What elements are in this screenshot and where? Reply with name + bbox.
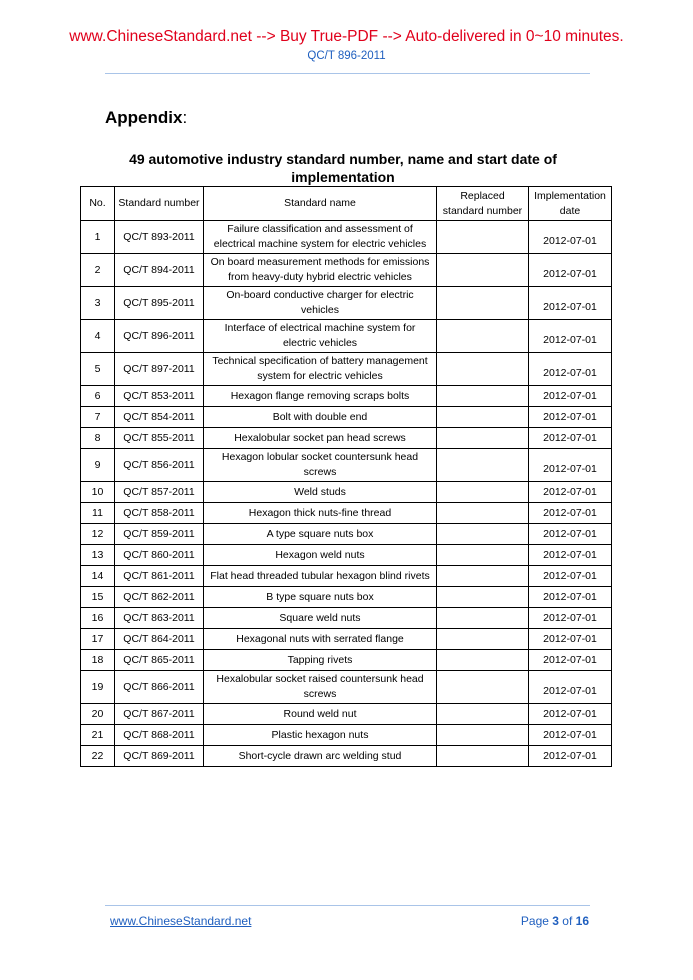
- cell-standard-number: QC/T 865-2011: [115, 650, 204, 671]
- cell-implementation-date: 2012-07-01: [529, 482, 612, 503]
- cell-replaced-standard: [437, 386, 529, 407]
- table-row: [81, 449, 612, 482]
- cell-standard-name: Weld studs: [204, 482, 437, 503]
- cell-replaced-standard: [437, 428, 529, 449]
- footer-divider: [105, 905, 590, 906]
- cell-standard-number: QC/T 861-2011: [115, 566, 204, 587]
- cell-standard-number: QC/T 855-2011: [115, 428, 204, 449]
- page-of: of: [558, 914, 576, 928]
- cell-standard-name: Plastic hexagon nuts: [204, 725, 437, 746]
- header-standard-number: Standard number: [115, 187, 204, 221]
- cell-implementation-date: 2012-07-01: [529, 254, 612, 287]
- cell-standard-name: Hexagon lobular socket countersunk head screws: [204, 449, 437, 482]
- cell-implementation-date: 2012-07-01: [529, 320, 612, 353]
- cell-standard-name: Hexagon flange removing scraps bolts: [204, 386, 437, 407]
- cell-implementation-date: 2012-07-01: [529, 287, 612, 320]
- cell-replaced-standard: [437, 449, 529, 482]
- table-row: [81, 353, 612, 386]
- cell-implementation-date: 2012-07-01: [529, 353, 612, 386]
- cell-implementation-date: 2012-07-01: [529, 650, 612, 671]
- table-row: [81, 629, 612, 650]
- footer-site-link[interactable]: www.ChineseStandard.net: [110, 914, 252, 928]
- cell-standard-name: B type square nuts box: [204, 587, 437, 608]
- table-body: [81, 221, 612, 767]
- table-row: [81, 221, 612, 254]
- cell-no: 21: [81, 725, 115, 746]
- cell-standard-number: QC/T 858-2011: [115, 503, 204, 524]
- cell-no: 2: [81, 254, 115, 287]
- table-row: [81, 608, 612, 629]
- cell-replaced-standard: [437, 320, 529, 353]
- cell-implementation-date: 2012-07-01: [529, 671, 612, 704]
- header-standard-name: Standard name: [204, 187, 437, 221]
- cell-standard-number: QC/T 864-2011: [115, 629, 204, 650]
- cell-standard-number: QC/T 853-2011: [115, 386, 204, 407]
- table-row: [81, 320, 612, 353]
- cell-standard-name: Hexagonal nuts with serrated flange: [204, 629, 437, 650]
- header-no: No.: [81, 187, 115, 221]
- cell-standard-number: QC/T 894-2011: [115, 254, 204, 287]
- header-implementation-date: Implementation date: [529, 187, 612, 221]
- cell-no: 5: [81, 353, 115, 386]
- cell-no: 8: [81, 428, 115, 449]
- table-row: [81, 725, 612, 746]
- page-total: 16: [575, 914, 589, 928]
- cell-replaced-standard: [437, 545, 529, 566]
- header-replaced-standard: Replaced standard number: [437, 187, 529, 221]
- cell-standard-name: On-board conductive charger for electric vehicles: [204, 287, 437, 320]
- cell-standard-name: Interface of electrical machine system for electric vehicles: [204, 320, 437, 353]
- table-row: [81, 524, 612, 545]
- cell-implementation-date: 2012-07-01: [529, 503, 612, 524]
- cell-implementation-date: 2012-07-01: [529, 587, 612, 608]
- cell-no: 7: [81, 407, 115, 428]
- cell-no: 3: [81, 287, 115, 320]
- cell-standard-number: QC/T 863-2011: [115, 608, 204, 629]
- cell-standard-number: QC/T 869-2011: [115, 746, 204, 767]
- cell-replaced-standard: [437, 608, 529, 629]
- cell-no: 17: [81, 629, 115, 650]
- cell-standard-number: QC/T 896-2011: [115, 320, 204, 353]
- table-header-row: [81, 187, 612, 221]
- cell-standard-name: A type square nuts box: [204, 524, 437, 545]
- page-current: 3: [552, 914, 559, 928]
- cell-no: 20: [81, 704, 115, 725]
- cell-standard-number: QC/T 860-2011: [115, 545, 204, 566]
- cell-no: 15: [81, 587, 115, 608]
- cell-no: 4: [81, 320, 115, 353]
- cell-standard-number: QC/T 868-2011: [115, 725, 204, 746]
- table-row: [81, 650, 612, 671]
- cell-replaced-standard: [437, 725, 529, 746]
- cell-standard-name: Hexagon weld nuts: [204, 545, 437, 566]
- cell-standard-name: Hexalobular socket pan head screws: [204, 428, 437, 449]
- cell-implementation-date: 2012-07-01: [529, 545, 612, 566]
- doc-code: QC/T 896-2011: [307, 50, 386, 62]
- cell-no: 16: [81, 608, 115, 629]
- cell-standard-name: Square weld nuts: [204, 608, 437, 629]
- cell-replaced-standard: [437, 524, 529, 545]
- appendix-heading: [105, 108, 187, 128]
- cell-standard-number: QC/T 854-2011: [115, 407, 204, 428]
- cell-implementation-date: 2012-07-01: [529, 725, 612, 746]
- table-row: [81, 287, 612, 320]
- cell-standard-name: Round weld nut: [204, 704, 437, 725]
- table-row: [81, 566, 612, 587]
- cell-no: 22: [81, 746, 115, 767]
- cell-implementation-date: 2012-07-01: [529, 407, 612, 428]
- cell-standard-number: QC/T 857-2011: [115, 482, 204, 503]
- cell-standard-number: QC/T 856-2011: [115, 449, 204, 482]
- cell-replaced-standard: [437, 353, 529, 386]
- cell-standard-number: QC/T 867-2011: [115, 704, 204, 725]
- table-caption: 49 automotive industry standard number, name and start date of implementation: [129, 151, 557, 185]
- cell-replaced-standard: [437, 503, 529, 524]
- table-row: [81, 254, 612, 287]
- header-banner: www.ChineseStandard.net --> Buy True-PDF --> Auto-delivered in 0~10 minutes.: [69, 28, 624, 45]
- cell-implementation-date: 2012-07-01: [529, 428, 612, 449]
- table-row: [81, 386, 612, 407]
- cell-implementation-date: 2012-07-01: [529, 386, 612, 407]
- cell-standard-name: On board measurement methods for emissions from heavy-duty hybrid electric vehicles: [204, 254, 437, 287]
- cell-standard-name: Bolt with double end: [204, 407, 437, 428]
- table-row: [81, 407, 612, 428]
- cell-replaced-standard: [437, 587, 529, 608]
- cell-standard-name: Hexalobular socket raised countersunk head screws: [204, 671, 437, 704]
- table-row: [81, 704, 612, 725]
- cell-standard-name: Flat head threaded tubular hexagon blind rivets: [204, 566, 437, 587]
- cell-standard-name: Failure classification and assessment of electrical machine system for electric vehicles: [204, 221, 437, 254]
- cell-standard-number: QC/T 893-2011: [115, 221, 204, 254]
- cell-standard-name: Tapping rivets: [204, 650, 437, 671]
- cell-no: 11: [81, 503, 115, 524]
- table-row: [81, 746, 612, 767]
- cell-no: 19: [81, 671, 115, 704]
- table-row: [81, 428, 612, 449]
- page-prefix: Page: [520, 914, 553, 928]
- appendix-title: Appendix: [105, 108, 183, 127]
- cell-implementation-date: 2012-07-01: [529, 746, 612, 767]
- cell-replaced-standard: [437, 407, 529, 428]
- cell-standard-number: QC/T 859-2011: [115, 524, 204, 545]
- cell-no: 13: [81, 545, 115, 566]
- cell-replaced-standard: [437, 566, 529, 587]
- table-row: [81, 545, 612, 566]
- page-number: [521, 914, 589, 928]
- table-row: [81, 503, 612, 524]
- cell-no: 10: [81, 482, 115, 503]
- cell-standard-name: Short-cycle drawn arc welding stud: [204, 746, 437, 767]
- cell-standard-number: QC/T 866-2011: [115, 671, 204, 704]
- cell-no: 1: [81, 221, 115, 254]
- cell-standard-number: QC/T 895-2011: [115, 287, 204, 320]
- cell-no: 14: [81, 566, 115, 587]
- cell-implementation-date: 2012-07-01: [529, 449, 612, 482]
- cell-standard-name: Hexagon thick nuts-fine thread: [204, 503, 437, 524]
- cell-implementation-date: 2012-07-01: [529, 221, 612, 254]
- cell-standard-name: Technical specification of battery management system for electric vehicles: [204, 353, 437, 386]
- cell-no: 12: [81, 524, 115, 545]
- cell-implementation-date: 2012-07-01: [529, 704, 612, 725]
- cell-replaced-standard: [437, 650, 529, 671]
- cell-no: 18: [81, 650, 115, 671]
- cell-no: 9: [81, 449, 115, 482]
- cell-replaced-standard: [437, 221, 529, 254]
- cell-replaced-standard: [437, 746, 529, 767]
- cell-replaced-standard: [437, 629, 529, 650]
- cell-implementation-date: 2012-07-01: [529, 629, 612, 650]
- cell-implementation-date: 2012-07-01: [529, 524, 612, 545]
- header-divider: [105, 73, 590, 74]
- cell-implementation-date: 2012-07-01: [529, 608, 612, 629]
- cell-standard-number: QC/T 897-2011: [115, 353, 204, 386]
- cell-standard-number: QC/T 862-2011: [115, 587, 204, 608]
- cell-replaced-standard: [437, 287, 529, 320]
- appendix-colon: :: [182, 108, 188, 127]
- cell-no: 6: [81, 386, 115, 407]
- cell-replaced-standard: [437, 482, 529, 503]
- table-row: [81, 587, 612, 608]
- cell-replaced-standard: [437, 704, 529, 725]
- cell-replaced-standard: [437, 671, 529, 704]
- cell-implementation-date: 2012-07-01: [529, 566, 612, 587]
- standards-table: [80, 186, 612, 767]
- table-row: [81, 482, 612, 503]
- table-row: [81, 671, 612, 704]
- cell-replaced-standard: [437, 254, 529, 287]
